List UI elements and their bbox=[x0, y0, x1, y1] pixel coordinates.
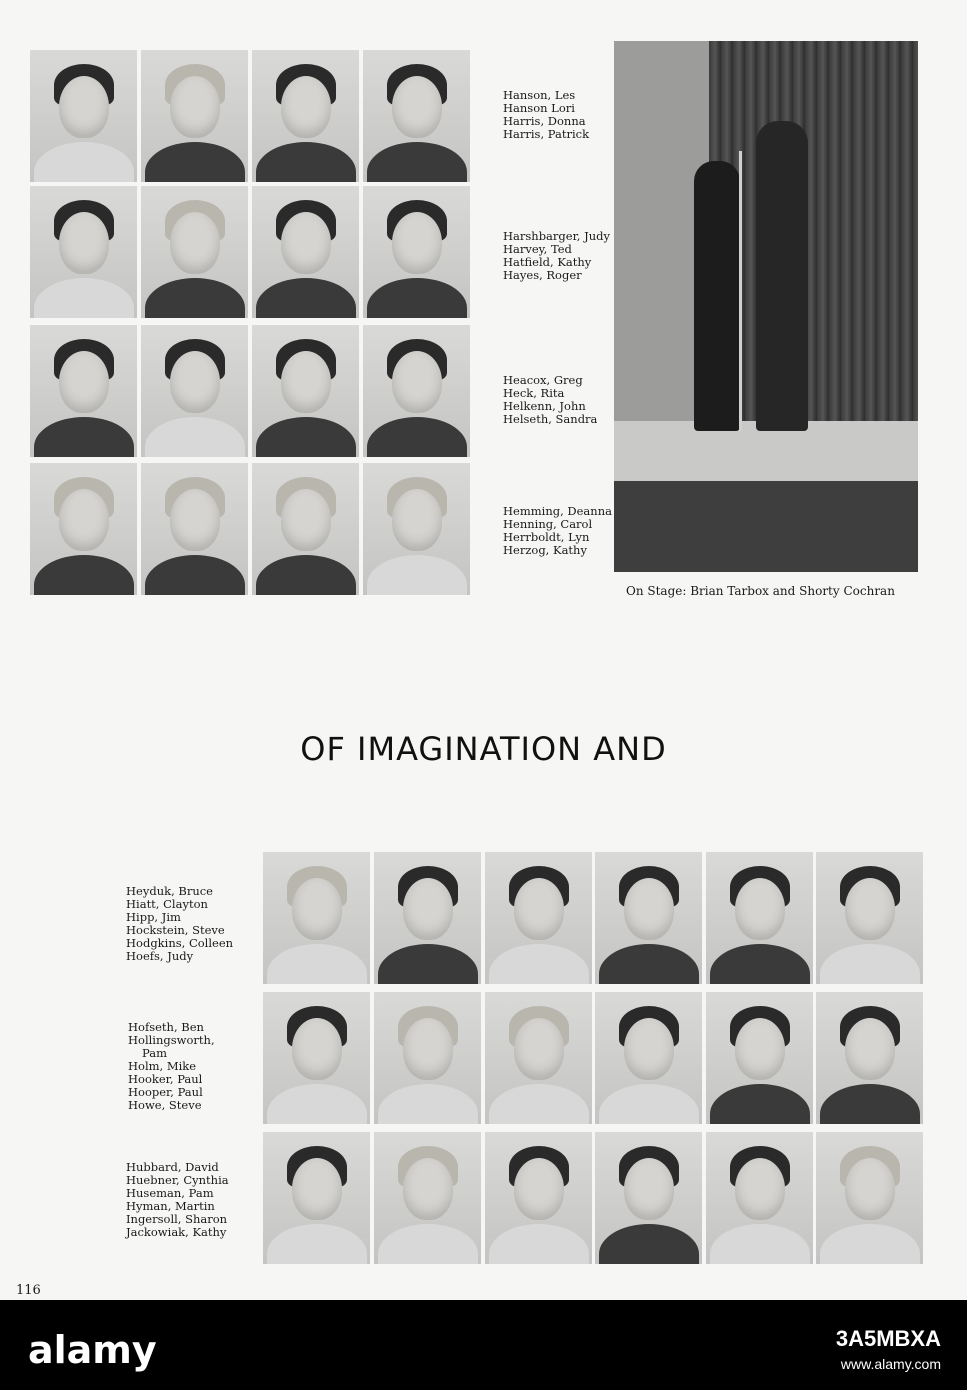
name-list bbox=[503, 505, 612, 557]
student-name: Pam bbox=[142, 1046, 167, 1060]
performer-figure bbox=[756, 121, 808, 431]
student-name: Hubbard, David bbox=[126, 1160, 219, 1174]
footer-url: www.alamy.com bbox=[840, 1356, 941, 1372]
portrait bbox=[595, 1132, 702, 1264]
student-name: Harvey, Ted bbox=[503, 242, 572, 256]
student-name: Henning, Carol bbox=[503, 517, 593, 531]
portrait bbox=[252, 50, 359, 182]
student-name: Hipp, Jim bbox=[126, 910, 181, 924]
name-list bbox=[126, 885, 233, 963]
student-name: Howe, Steve bbox=[128, 1098, 202, 1112]
name-list bbox=[503, 374, 597, 426]
student-name: Herzog, Kathy bbox=[503, 543, 587, 557]
section-headline: OF IMAGINATION AND bbox=[300, 730, 667, 768]
footer-meta bbox=[836, 1326, 941, 1372]
student-name: Hoefs, Judy bbox=[126, 949, 194, 963]
student-name: Huseman, Pam bbox=[126, 1186, 214, 1200]
portrait bbox=[263, 992, 370, 1124]
student-name: Harshbarger, Judy bbox=[503, 229, 610, 243]
portrait bbox=[816, 852, 923, 984]
portrait bbox=[363, 50, 470, 182]
microphone-stand bbox=[739, 151, 742, 431]
portrait bbox=[30, 463, 137, 595]
portrait bbox=[706, 1132, 813, 1264]
image-id: 3A5MBXA bbox=[835, 1326, 941, 1351]
portrait bbox=[485, 852, 592, 984]
student-name: Hockstein, Steve bbox=[126, 923, 225, 937]
portrait bbox=[252, 463, 359, 595]
portrait bbox=[706, 852, 813, 984]
photo-caption: On Stage: Brian Tarbox and Shorty Cochran bbox=[626, 584, 895, 598]
student-name: Hemming, Deanna bbox=[503, 504, 612, 518]
student-name: Huebner, Cynthia bbox=[126, 1173, 229, 1187]
portrait bbox=[363, 463, 470, 595]
portrait bbox=[141, 50, 248, 182]
student-name: Ingersoll, Sharon bbox=[126, 1212, 228, 1226]
portrait bbox=[706, 992, 813, 1124]
portrait bbox=[141, 325, 248, 457]
student-name: Hanson Lori bbox=[503, 101, 575, 115]
portrait bbox=[595, 992, 702, 1124]
portrait bbox=[141, 186, 248, 318]
portrait bbox=[363, 325, 470, 457]
portrait bbox=[263, 852, 370, 984]
portrait bbox=[816, 1132, 923, 1264]
portrait bbox=[595, 852, 702, 984]
student-name: Hatfield, Kathy bbox=[503, 255, 592, 269]
portrait bbox=[252, 186, 359, 318]
stage-photo bbox=[614, 41, 918, 572]
student-name: Hooker, Paul bbox=[128, 1072, 203, 1086]
student-name: Holm, Mike bbox=[128, 1059, 197, 1073]
student-name: Heck, Rita bbox=[503, 386, 565, 400]
student-name: Harris, Patrick bbox=[503, 127, 590, 141]
student-name: Hanson, Les bbox=[503, 88, 576, 102]
student-name: Hyman, Martin bbox=[126, 1199, 215, 1213]
portrait bbox=[30, 325, 137, 457]
portrait bbox=[30, 50, 137, 182]
student-name: Heacox, Greg bbox=[503, 373, 583, 387]
student-name: Harris, Donna bbox=[503, 114, 586, 128]
name-list bbox=[126, 1161, 229, 1239]
student-name: Helseth, Sandra bbox=[503, 412, 598, 426]
portrait bbox=[363, 186, 470, 318]
student-name: Herrboldt, Lyn bbox=[503, 530, 590, 544]
student-name: Hooper, Paul bbox=[128, 1085, 203, 1099]
portrait bbox=[816, 992, 923, 1124]
alamy-logo: alamy bbox=[28, 1328, 157, 1372]
student-name: Hayes, Roger bbox=[503, 268, 582, 282]
portrait bbox=[141, 463, 248, 595]
student-name: Jackowiak, Kathy bbox=[126, 1225, 227, 1239]
page-number: 116 bbox=[16, 1283, 41, 1298]
portrait bbox=[374, 1132, 481, 1264]
student-name: Helkenn, John bbox=[503, 399, 586, 413]
student-name: Heyduk, Bruce bbox=[126, 884, 213, 898]
name-list bbox=[128, 1021, 215, 1112]
portrait bbox=[374, 992, 481, 1124]
portrait bbox=[485, 992, 592, 1124]
portrait bbox=[30, 186, 137, 318]
name-list bbox=[503, 89, 589, 141]
portrait bbox=[252, 325, 359, 457]
student-name: Hofseth, Ben bbox=[128, 1020, 204, 1034]
student-name: Hollingsworth, bbox=[128, 1033, 215, 1047]
performer-figure bbox=[694, 161, 740, 431]
name-list bbox=[503, 230, 610, 282]
student-name: Hiatt, Clayton bbox=[126, 897, 208, 911]
watermark-footer bbox=[0, 1300, 967, 1390]
portrait bbox=[485, 1132, 592, 1264]
portrait bbox=[263, 1132, 370, 1264]
portrait bbox=[374, 852, 481, 984]
student-name: Hodgkins, Colleen bbox=[126, 936, 234, 950]
